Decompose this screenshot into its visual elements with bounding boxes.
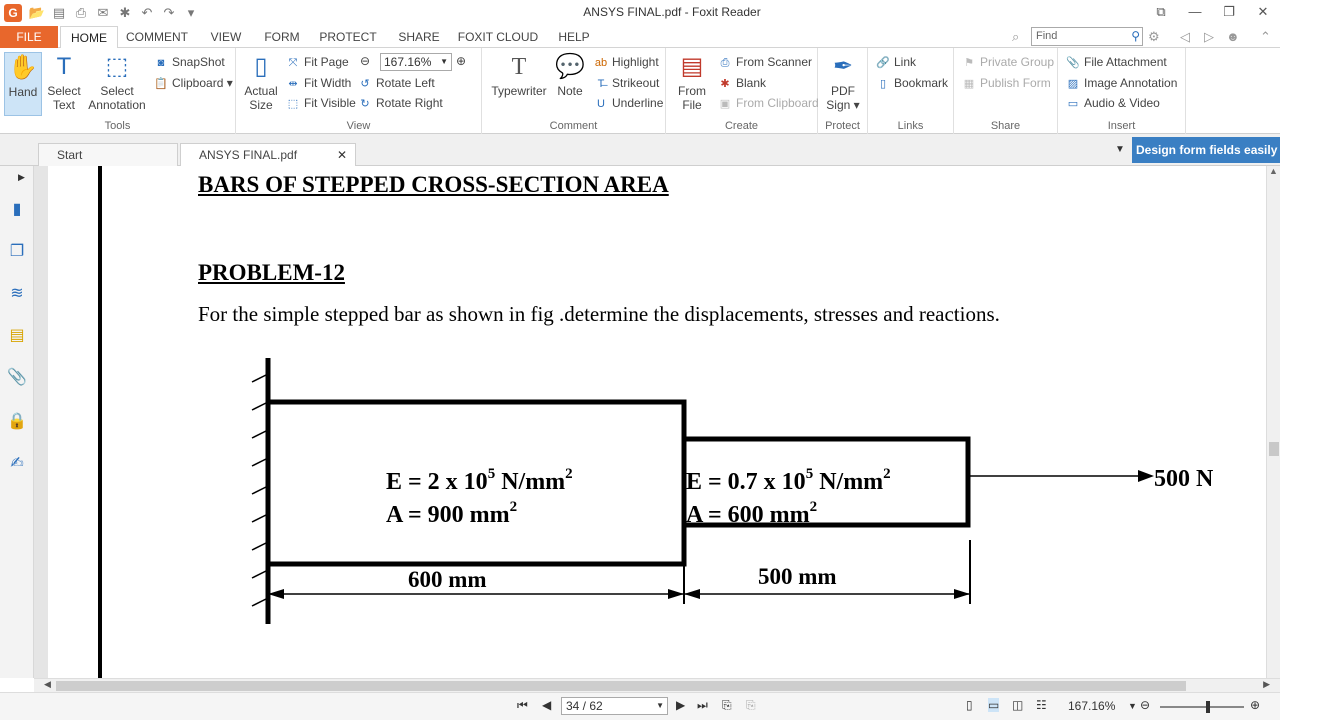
left-modulus-unit: N/mm xyxy=(495,469,566,495)
hand-icon: ✋ xyxy=(8,54,38,81)
fit-width-button[interactable] xyxy=(286,74,351,92)
fit-page-button[interactable] xyxy=(286,53,349,71)
scroll-up-icon[interactable]: ▲ xyxy=(1269,166,1278,176)
chevron-down-icon: ▼ xyxy=(656,701,664,710)
last-page-icon[interactable]: ⏭ xyxy=(697,698,708,712)
clipboard-icon: ▣ xyxy=(719,98,731,110)
clipboard-button[interactable]: 📋 Clipboard ▾ xyxy=(154,74,233,92)
scroll-left-icon[interactable]: ◀ xyxy=(44,679,51,689)
promo-banner[interactable]: Design form fields easily xyxy=(1132,137,1280,163)
ribbon-collapse-icon[interactable]: ⌃ xyxy=(1260,29,1271,44)
left-modulus-label xyxy=(386,466,573,495)
chevron-down-icon: ▼ xyxy=(440,57,448,66)
foxit-logo-icon: G xyxy=(4,4,22,22)
new-doc-icon[interactable]: ✱ xyxy=(119,5,131,20)
pages-panel-icon[interactable]: ❐ xyxy=(9,243,25,260)
create-group xyxy=(666,48,818,134)
section-heading: BARS OF STEPPED CROSS-SECTION AREA xyxy=(198,172,669,197)
left-modulus-unit-exponent: 2 xyxy=(565,466,573,482)
publish-form-label: Publish Form xyxy=(980,76,1051,90)
select-text-label-2: Text xyxy=(52,98,75,112)
insert-group xyxy=(1058,48,1186,134)
rotate-right-icon: ↻ xyxy=(360,98,370,110)
panel-splitter[interactable] xyxy=(34,166,48,678)
document-view[interactable] xyxy=(48,166,1266,678)
highlight-icon: ab xyxy=(594,57,608,69)
tab-current-label: ANSYS FINAL.pdf xyxy=(199,148,298,162)
right-dimension-arrow-start xyxy=(684,589,700,599)
strikeout-button[interactable] xyxy=(594,74,659,92)
private-group-button[interactable] xyxy=(962,53,1054,71)
pen-sign-icon: ✒ xyxy=(832,53,854,80)
from-file-button[interactable] xyxy=(674,52,710,112)
zoom-slider-knob[interactable] xyxy=(1206,701,1210,713)
fit-visible-button[interactable] xyxy=(286,94,356,112)
link-button[interactable] xyxy=(876,53,916,71)
page-number-value: 34 / 62 xyxy=(566,699,603,713)
tab-form[interactable]: FORM xyxy=(264,30,300,44)
hand-label: Hand xyxy=(8,85,38,99)
note-button[interactable] xyxy=(552,52,588,98)
fit-width-label: Fit Width xyxy=(304,76,352,90)
note-label: Note xyxy=(557,84,583,98)
open-folder-icon[interactable]: 📂 xyxy=(28,5,46,20)
right-modulus-label xyxy=(686,466,891,495)
audio-video-button[interactable] xyxy=(1066,94,1160,112)
left-dimension-arrow-end xyxy=(668,589,684,599)
rotate-left-label: Rotate Left xyxy=(376,76,435,90)
rotate-left-button[interactable] xyxy=(358,74,435,92)
rotate-right-button[interactable] xyxy=(358,94,443,112)
right-modulus-value: E = 0.7 x 10 xyxy=(686,469,806,495)
gear-icon[interactable]: ⚙ xyxy=(1148,29,1160,44)
tab-ansys-final[interactable] xyxy=(180,143,356,166)
load-label: 500 N xyxy=(1154,466,1214,492)
scroll-right-icon[interactable]: ▶ xyxy=(1263,679,1270,689)
typewriter-icon: T xyxy=(511,54,527,80)
right-modulus-exponent: 5 xyxy=(805,466,814,482)
stepped-bar-figure xyxy=(248,354,1214,624)
vertical-scrollbar[interactable] xyxy=(1266,166,1280,678)
rotate-right-label: Rotate Right xyxy=(376,96,443,110)
zoom-out-icon[interactable]: ⊖ xyxy=(1140,698,1151,712)
expand-panel-icon[interactable]: ▶ xyxy=(18,172,25,182)
zoom-in-icon[interactable]: ⊕ xyxy=(456,54,467,68)
paperclip-icon: 📎 xyxy=(1066,57,1080,69)
zoom-select[interactable] xyxy=(380,53,452,71)
snapshot-button[interactable] xyxy=(154,53,225,71)
window-title: ANSYS FINAL.pdf - Foxit Reader xyxy=(583,5,761,19)
select-annotation-button[interactable] xyxy=(86,52,148,112)
tab-start-label: Start xyxy=(57,148,83,162)
from-clipboard-label: From Clipboard xyxy=(736,96,819,110)
tab-help[interactable]: HELP xyxy=(558,30,590,44)
left-area-label xyxy=(386,499,517,528)
zoom-dropdown-icon[interactable]: ▼ xyxy=(1128,701,1137,711)
left-area-value: A = 900 mm xyxy=(386,502,510,528)
zoom-level[interactable]: 167.16% xyxy=(1068,699,1116,713)
fit-page-label: Fit Page xyxy=(304,55,349,69)
snapshot-label: SnapShot xyxy=(172,55,225,69)
pdf-sign-button[interactable]: ✒ PDF Sign ▾ xyxy=(826,53,860,112)
bookmark-label: Bookmark xyxy=(894,76,949,90)
create-group-label: Create xyxy=(724,120,759,132)
highlight-button[interactable] xyxy=(594,53,659,71)
redo-icon[interactable]: ↷ xyxy=(163,5,175,20)
camera-icon: ◙ xyxy=(157,57,165,69)
share-group-label: Share xyxy=(990,120,1021,132)
problem-title: PROBLEM-12 xyxy=(198,260,345,285)
select-annotation-label-1: Select xyxy=(100,84,134,98)
right-length-label: 500 mm xyxy=(758,564,837,589)
find-placeholder: Find xyxy=(1036,30,1058,42)
tab-home[interactable]: HOME xyxy=(60,26,118,49)
text-cursor-icon: T xyxy=(56,53,72,80)
tab-comment[interactable]: COMMENT xyxy=(126,30,188,44)
links-group-label: Links xyxy=(897,120,924,132)
private-group-label: Private Group xyxy=(980,55,1055,69)
clipboard-label: Clipboard xyxy=(172,76,224,90)
tools-group-label: Tools xyxy=(104,120,131,132)
tab-protect[interactable]: PROTECT xyxy=(319,30,377,44)
fit-width-icon: ⇹ xyxy=(288,78,298,90)
vertical-scroll-thumb[interactable] xyxy=(1269,442,1279,456)
blank-page-icon: ✱ xyxy=(720,78,730,90)
view-group-label: View xyxy=(346,120,371,132)
file-attachment-label: File Attachment xyxy=(1084,55,1167,69)
note-icon: 💬 xyxy=(555,53,585,80)
bookmark-button[interactable] xyxy=(876,74,948,92)
select-text-button[interactable] xyxy=(44,52,84,112)
right-modulus-unit: N/mm xyxy=(813,469,884,495)
from-scanner-button[interactable] xyxy=(718,53,812,71)
find-input[interactable] xyxy=(1031,27,1143,46)
attachments-panel-icon[interactable]: 📎 xyxy=(7,369,27,386)
left-length-label: 600 mm xyxy=(408,567,487,592)
link-label: Link xyxy=(894,55,917,69)
document-tab-bar xyxy=(0,134,1280,166)
zoom-select-value: 167.16% xyxy=(384,55,432,69)
nav-back-icon[interactable]: ◁ xyxy=(1180,29,1190,44)
from-file-label-1: From xyxy=(678,84,706,98)
previous-view-icon[interactable]: ⎘ xyxy=(722,698,732,712)
insert-group-label: Insert xyxy=(1107,120,1136,132)
image-icon: ▨ xyxy=(1067,78,1079,90)
actual-size-label-1: Actual xyxy=(244,84,278,98)
underline-icon: U xyxy=(597,98,605,110)
fit-visible-icon: ⬚ xyxy=(287,98,299,110)
continuous-facing-icon[interactable]: ☷ xyxy=(1036,698,1047,712)
comment-group xyxy=(482,48,666,134)
tab-foxit-cloud[interactable]: FOXIT CLOUD xyxy=(457,30,539,44)
left-modulus-exponent: 5 xyxy=(487,466,496,482)
file-attachment-button[interactable] xyxy=(1066,53,1167,71)
fit-visible-label: Fit Visible xyxy=(304,96,356,110)
next-page-icon[interactable]: ▶ xyxy=(676,698,686,712)
load-arrow-head xyxy=(1138,470,1154,482)
rotate-left-icon: ↺ xyxy=(360,78,370,90)
layers-panel-icon[interactable]: ≋ xyxy=(10,285,24,302)
window-controls xyxy=(1144,0,1280,24)
tab-start[interactable] xyxy=(38,143,178,166)
typewriter-button[interactable] xyxy=(488,52,550,98)
protect-group-label: Protect xyxy=(825,120,860,132)
qat-dropdown-icon[interactable]: ▾ xyxy=(187,5,195,20)
from-clipboard-button[interactable] xyxy=(718,94,819,112)
select-text-label-1: Select xyxy=(47,84,81,98)
tab-file[interactable]: FILE xyxy=(0,26,58,48)
clipboard-icon: 📋 xyxy=(154,78,168,90)
first-page-icon[interactable]: ⏮ xyxy=(517,698,528,712)
facing-page-icon[interactable]: ◫ xyxy=(1012,698,1024,712)
comment-group-label: Comment xyxy=(549,120,598,132)
links-group xyxy=(868,48,954,134)
bookmark-icon: ▯ xyxy=(879,78,887,90)
zoom-in-icon[interactable]: ⊕ xyxy=(1250,698,1261,712)
status-bar xyxy=(0,692,1280,720)
next-view-icon[interactable]: ⎘ xyxy=(746,698,756,712)
zoom-out-icon[interactable]: ⊖ xyxy=(360,54,371,68)
blank-button[interactable] xyxy=(718,74,766,92)
underline-button[interactable] xyxy=(594,94,663,112)
horizontal-scrollbar[interactable] xyxy=(34,678,1280,692)
single-page-icon[interactable]: ▯ xyxy=(966,698,973,712)
ribbon-toggle-icon[interactable]: ⧉ xyxy=(1156,4,1166,19)
publish-form-button[interactable] xyxy=(962,74,1051,92)
navigation-panel xyxy=(0,166,34,678)
menu-bar xyxy=(0,26,1280,48)
security-lock-icon[interactable]: 🔒 xyxy=(7,413,27,430)
maximize-button[interactable]: ❐ xyxy=(1223,4,1235,19)
find-options-icon[interactable]: ⌕ xyxy=(1012,29,1020,44)
right-area-exponent: 2 xyxy=(809,499,818,515)
right-dimension-arrow-end xyxy=(954,589,970,599)
save-icon[interactable]: ▤ xyxy=(52,5,66,20)
audio-video-label: Audio & Video xyxy=(1084,96,1160,110)
tab-share[interactable]: SHARE xyxy=(398,30,440,44)
strikeout-label: Strikeout xyxy=(612,76,660,90)
actual-size-label-2: Size xyxy=(249,98,273,112)
actual-size-icon: ▯ xyxy=(254,53,268,80)
bookmarks-panel-icon[interactable]: ▮ xyxy=(12,201,22,218)
minimize-button[interactable]: — xyxy=(1188,4,1202,19)
email-icon[interactable]: ✉ xyxy=(97,5,109,20)
signatures-panel-icon[interactable]: ✍ xyxy=(10,455,24,472)
pdf-sign-label-2: Sign xyxy=(826,98,851,112)
ribbon xyxy=(0,48,1280,134)
nav-forward-icon[interactable]: ▷ xyxy=(1204,29,1214,44)
right-area-value: A = 600 mm xyxy=(686,502,810,528)
blank-label: Blank xyxy=(736,76,767,90)
share-group xyxy=(954,48,1058,134)
private-group-icon: ⚑ xyxy=(964,57,974,69)
typewriter-label: Typewriter xyxy=(491,84,547,98)
continuous-page-icon[interactable]: ▭ xyxy=(988,698,1000,712)
link-icon: 🔗 xyxy=(876,57,890,69)
right-area-label xyxy=(686,499,817,528)
select-annotation-icon: ⬚ xyxy=(105,53,129,80)
zoom-slider[interactable] xyxy=(1160,706,1244,708)
highlight-label: Highlight xyxy=(612,55,659,69)
select-annotation-label-2: Annotation xyxy=(88,98,146,112)
undo-icon[interactable]: ↶ xyxy=(141,5,153,20)
from-file-label-2: File xyxy=(682,98,702,112)
underline-label: Underline xyxy=(612,96,664,110)
strikeout-icon: T̶ xyxy=(597,78,605,90)
video-icon: ▭ xyxy=(1067,98,1079,110)
close-button[interactable]: ✕ xyxy=(1257,4,1269,19)
hand-tool-button[interactable] xyxy=(4,52,42,116)
image-annotation-label: Image Annotation xyxy=(1084,76,1178,90)
comments-panel-icon[interactable]: ▤ xyxy=(9,327,25,344)
scanner-icon: ⎙ xyxy=(720,57,730,69)
protect-group xyxy=(818,48,868,134)
title-bar xyxy=(0,0,1280,26)
search-icon[interactable]: ⚲ xyxy=(1131,29,1140,43)
page-border xyxy=(98,166,102,678)
left-modulus-value: E = 2 x 10 xyxy=(386,469,488,495)
tools-group xyxy=(0,48,236,134)
close-tab-icon[interactable]: ✕ xyxy=(336,148,347,162)
tab-view[interactable]: VIEW xyxy=(210,30,242,44)
from-scanner-label: From Scanner xyxy=(736,55,813,69)
right-modulus-unit-exponent: 2 xyxy=(883,466,891,482)
print-icon[interactable]: ⎙ xyxy=(75,5,87,20)
fit-page-icon: ⤧ xyxy=(288,57,298,69)
user-icon[interactable]: ☻ xyxy=(1226,29,1240,44)
left-area-exponent: 2 xyxy=(509,499,518,515)
horizontal-scroll-thumb[interactable] xyxy=(56,681,1186,691)
previous-page-icon[interactable]: ◀ xyxy=(542,698,552,712)
image-annotation-button[interactable] xyxy=(1066,74,1177,92)
problem-statement: For the simple stepped bar as shown in fig .determine the displacements, stresses and reactions. xyxy=(198,302,1000,326)
pdf-sign-label-1: PDF xyxy=(831,84,855,98)
from-file-icon: ▤ xyxy=(680,53,704,80)
page-number-input[interactable] xyxy=(561,697,668,715)
actual-size-button[interactable] xyxy=(242,52,280,112)
tab-list-dropdown-icon[interactable]: ▼ xyxy=(1115,144,1125,155)
publish-form-icon: ▦ xyxy=(963,78,975,90)
